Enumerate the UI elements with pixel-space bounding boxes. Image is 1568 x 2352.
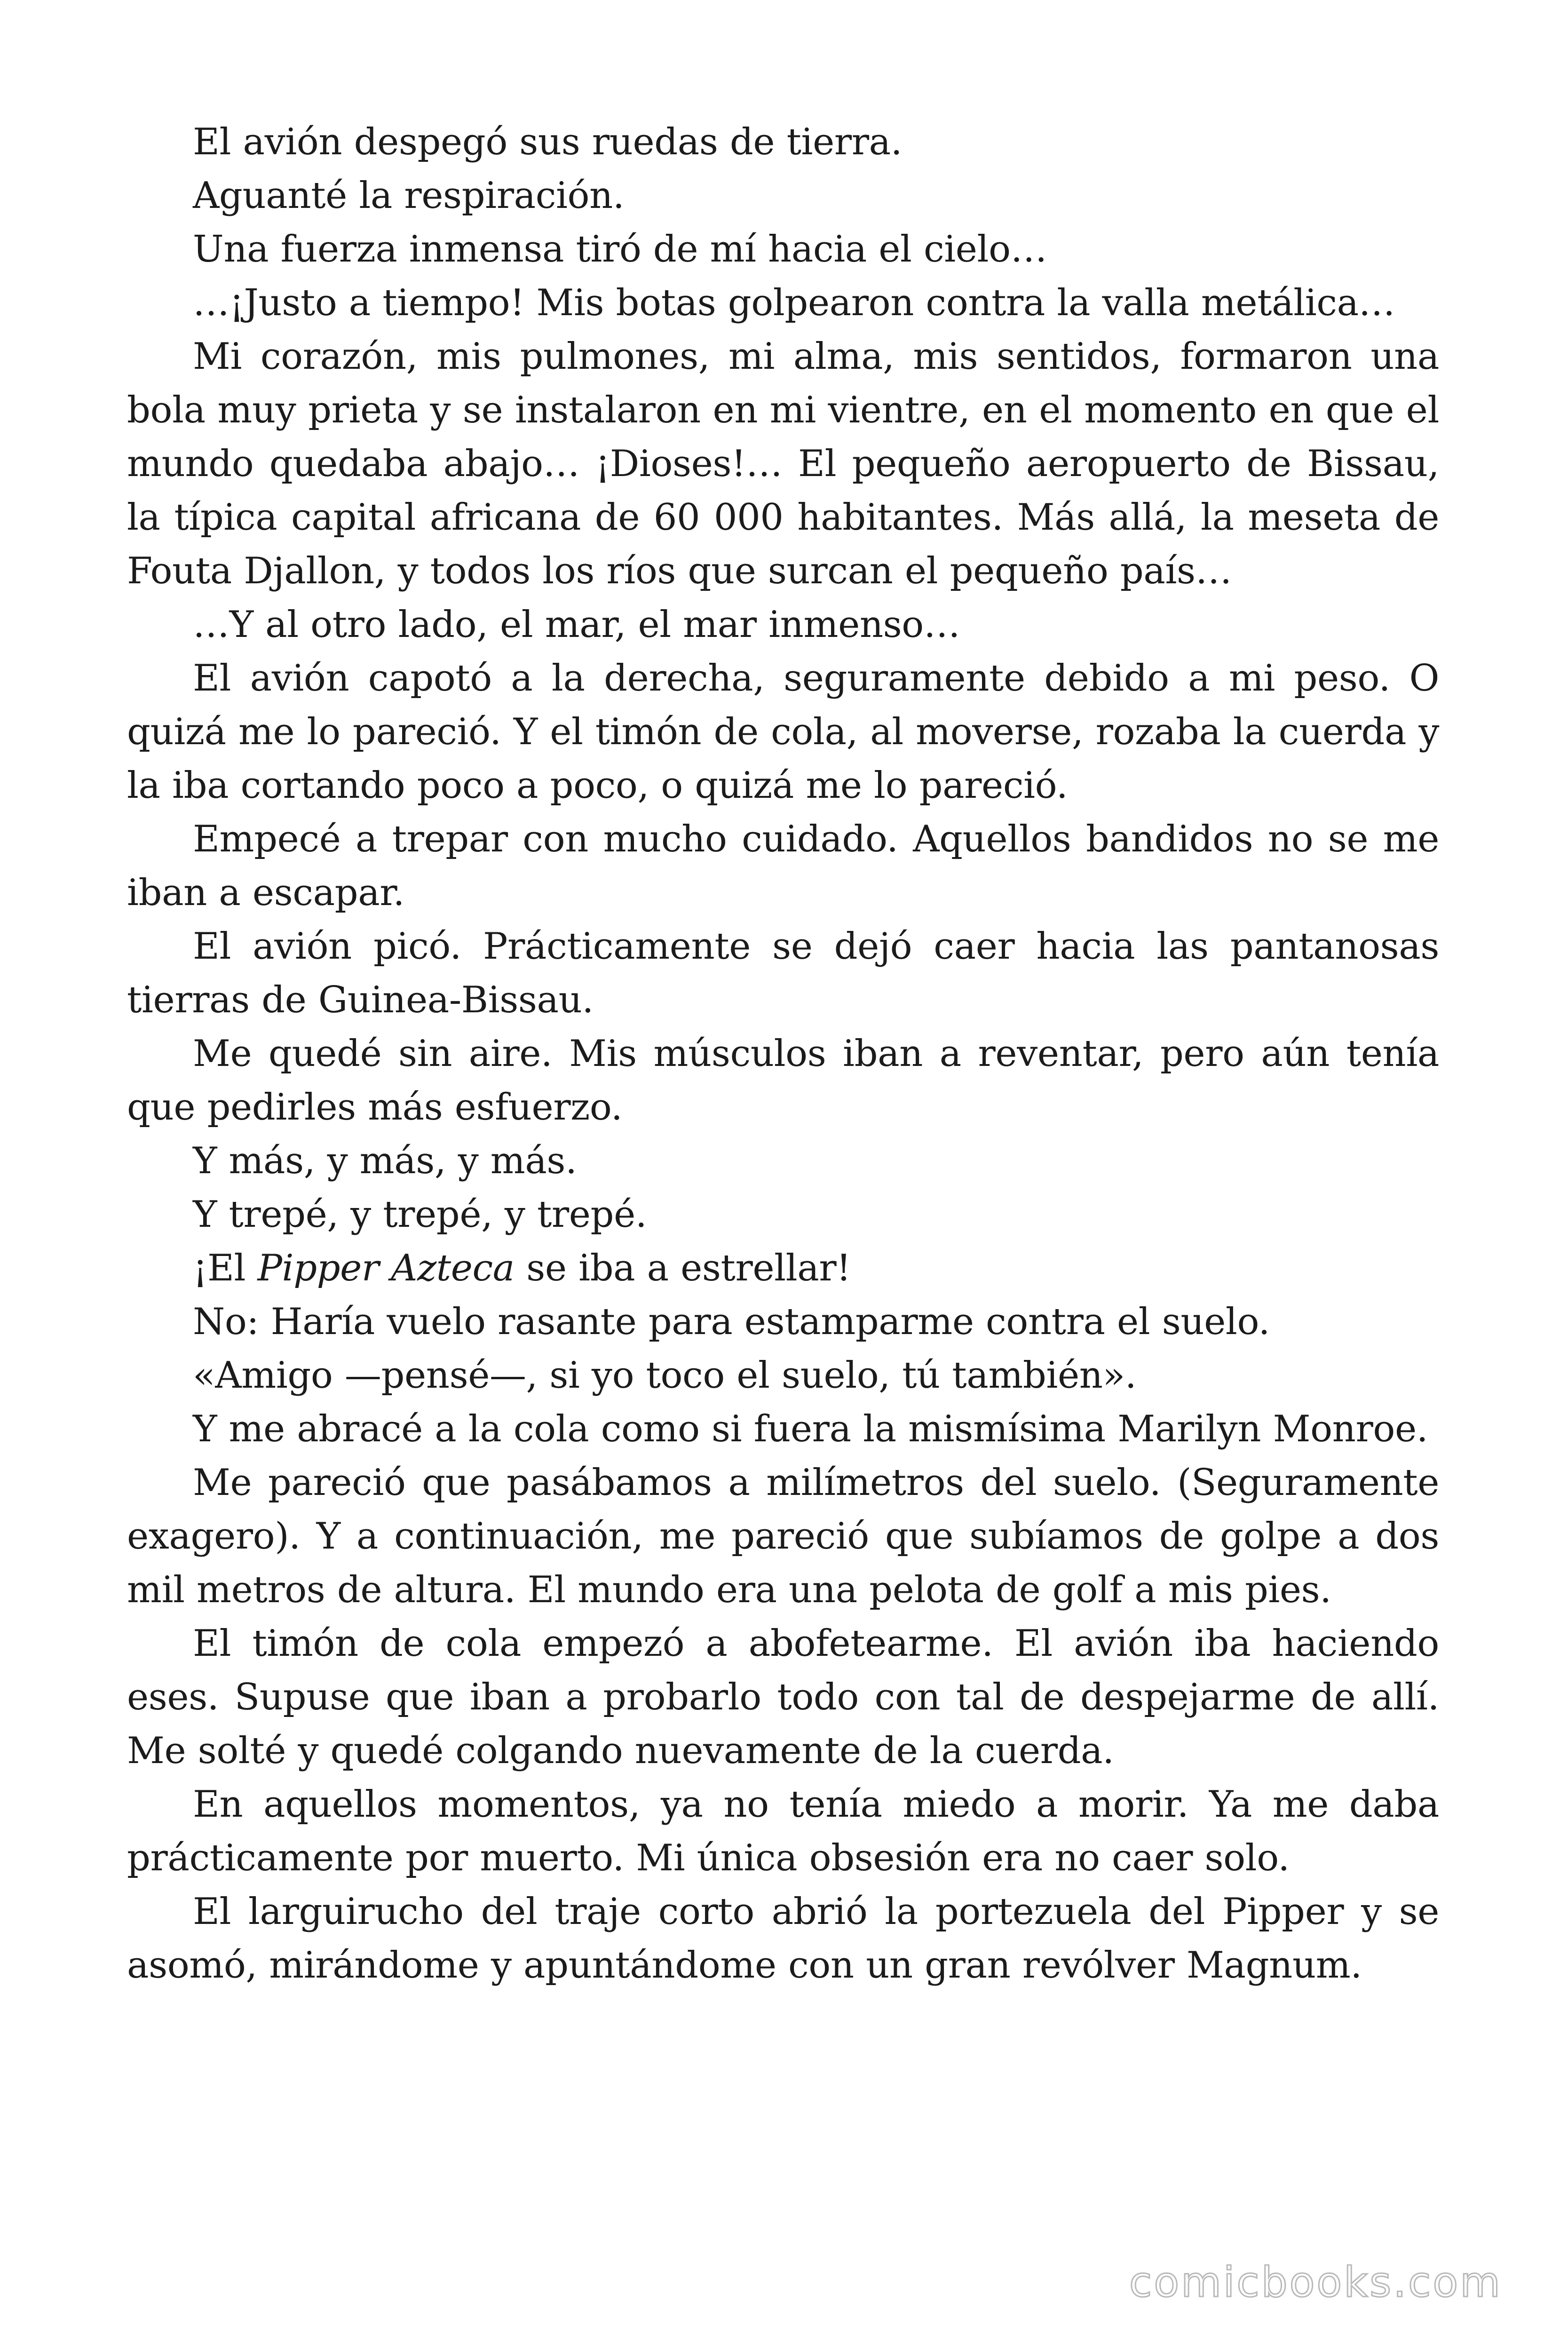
paragraph-4: …¡Justo a tiempo! Mis botas golpearon contra la valla metálica… [193,282,1395,324]
pipper-text-after: se iba a estrellar! [514,1247,851,1289]
paragraph-3: Una fuerza inmensa tiró de mí hacia el cielo… [193,228,1047,270]
paragraph-15: «Amigo —pensé—, si yo toco el suelo, tú también». [193,1354,1137,1397]
paragraph-9: El avión picó. Prácticamente se dejó caer hacia las pantanosas tierras de Guinea-Bissau. [127,925,1439,1021]
site-watermark: comicbooks.com [1129,2258,1502,2306]
paragraph-19: En aquellos momentos, ya no tenía miedo a morir. Ya me daba prácticamente por muerto. Mi única obsesión era no caer solo. [127,1783,1439,1879]
paragraph-14: No: Haría vuelo rasante para estamparme contra el suelo. [193,1301,1270,1343]
paragraph-5: Mi corazón, mis pulmones, mi alma, mis sentidos, formaron una bola muy prieta y se instalaron en mi vientre, en el momento en que el mundo quedaba abajo… ¡Dioses!… El pequeño aeropuerto de Bissau, la típica capital africana de 60 000 habitantes. Más allá, la meseta de Fouta Djallon, y todos los ríos que surcan el pequeño país… [127,335,1439,592]
paragraph-17: Me pareció que pasábamos a milímetros del suelo. (Seguramente exagero). Y a continuación, me pareció que subíamos de golpe a dos mil metros de altura. El mundo era una pelota de golf a mis pies. [127,1462,1439,1611]
paragraph-11: Y más, y más, y más. [193,1140,577,1182]
paragraph-8: Empecé a trepar con mucho cuidado. Aquellos bandidos no se me iban a escapar. [127,818,1439,914]
paragraph-1: El avión despegó sus ruedas de tierra. [193,121,903,163]
paragraph-10: Me quedé sin aire. Mis músculos iban a reventar, pero aún tenía que pedirles más esfuerzo. [127,1033,1439,1128]
paragraph-2: Aguanté la respiración. [193,175,625,217]
paragraph-6: …Y al otro lado, el mar, el mar inmenso… [193,604,960,646]
paragraph-13-pipper [127,1241,1439,1295]
paragraph-20: El larguirucho del traje corto abrió la portezuela del Pipper y se asomó, mirándome y apuntándome con un gran revólver Magnum. [127,1891,1439,1986]
pipper-azteca-italic: Pipper Azteca [257,1247,515,1289]
pipper-text-before: ¡El [193,1247,258,1289]
paragraph-7: El avión capotó a la derecha, seguramente debido a mi peso. O quizá me lo pareció. Y el timón de cola, al moverse, rozaba la cuerda y la iba cortando poco a poco, o quizá me lo pareció. [127,657,1439,807]
paragraph-16: Y me abracé a la cola como si fuera la mismísima Marilyn Monroe. [193,1408,1428,1450]
book-page-text [127,115,1439,1992]
paragraph-18: El timón de cola empezó a abofetearme. El avión iba haciendo eses. Supuse que iban a probarlo todo con tal de despejarme de allí. Me solté y quedé colgando nuevamente de la cuerda. [127,1622,1439,1772]
paragraph-12: Y trepé, y trepé, y trepé. [193,1193,647,1236]
